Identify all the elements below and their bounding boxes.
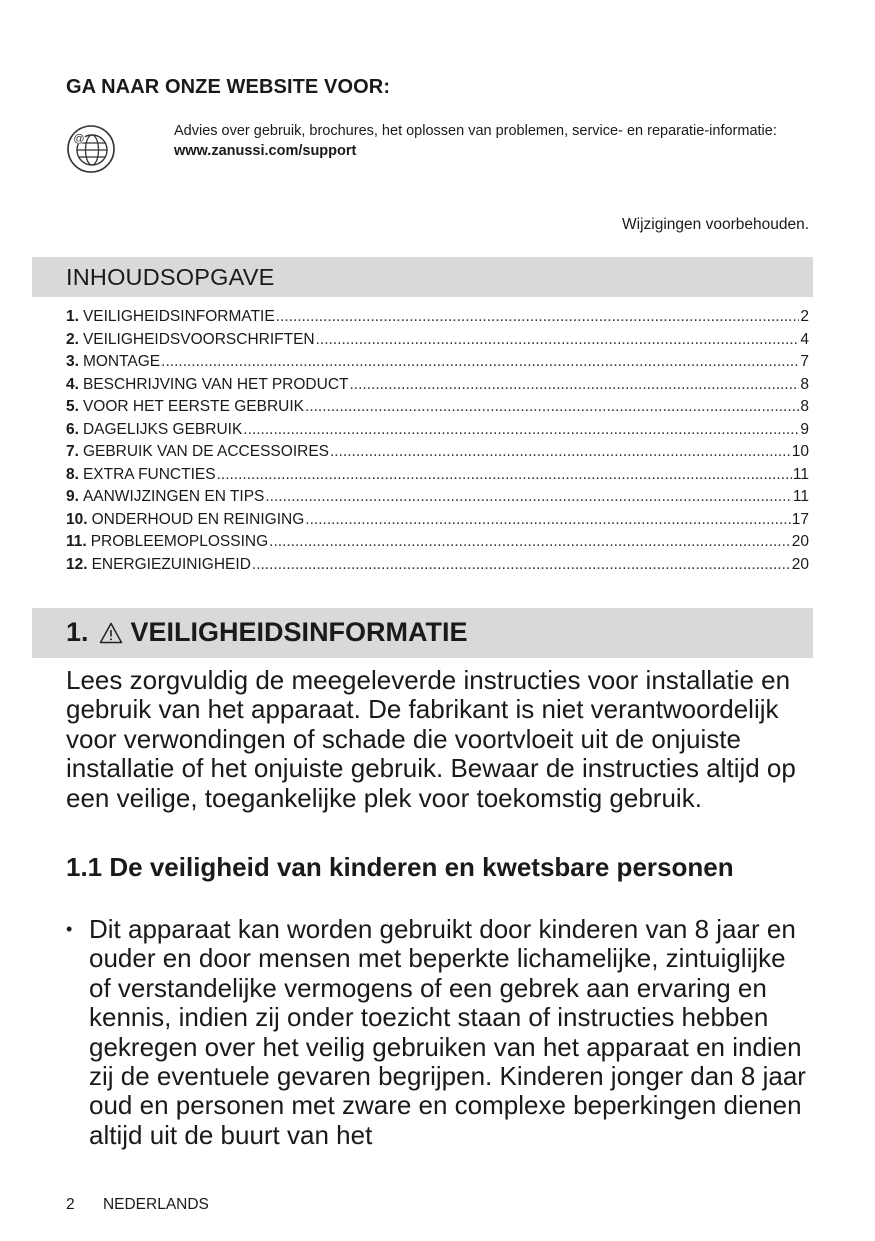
toc-header-bar (32, 257, 813, 297)
toc-leader-dots (243, 421, 799, 439)
toc-leader-dots (276, 308, 800, 326)
toc-item[interactable] (66, 331, 809, 354)
toc-item-page: 8 (800, 398, 809, 415)
toc-item-label: EXTRA FUNCTIES (82, 465, 216, 483)
toc-item-number: 4. (66, 375, 79, 393)
page-number: 2 (66, 1196, 75, 1213)
toc-item[interactable] (66, 398, 809, 421)
toc-item-number: 10. (66, 510, 88, 528)
toc-item-label: VEILIGHEIDSINFORMATIE (82, 308, 275, 325)
toc-item-page: 10 (791, 443, 809, 460)
toc-item-number: 12. (66, 555, 88, 573)
toc-item-number: 5. (66, 398, 79, 415)
toc-item-page: 20 (791, 555, 809, 573)
toc-item[interactable] (66, 421, 809, 444)
section-header-bar (32, 608, 813, 658)
toc-item[interactable] (66, 466, 809, 489)
toc-item[interactable] (66, 488, 809, 511)
toc-item-page: 4 (800, 330, 809, 348)
section-title (66, 617, 468, 648)
toc-leader-dots (305, 511, 790, 529)
toc-item-page: 9 (800, 420, 809, 438)
toc-item-page: 8 (800, 375, 809, 393)
toc-item-page: 20 (791, 533, 809, 550)
toc-item-page: 11 (792, 465, 809, 483)
svg-text:@: @ (73, 133, 85, 145)
toc-item-label: AANWIJZINGEN EN TIPS (82, 488, 265, 505)
advice-block (174, 121, 814, 161)
list-item (66, 915, 806, 1150)
toc-item[interactable] (66, 443, 809, 466)
bullet-list (66, 915, 806, 1150)
section-number: 1. (66, 617, 89, 647)
toc-item-label: PROBLEEMOPLOSSING (90, 533, 269, 550)
toc-item-page: 11 (792, 488, 809, 505)
toc-item[interactable] (66, 353, 809, 376)
toc-item-label: BESCHRIJVING VAN HET PRODUCT (82, 375, 349, 393)
toc-item-number: 8. (66, 465, 79, 483)
toc-leader-dots (161, 353, 799, 371)
toc-item-label: ENERGIEZUINIGHEID (91, 555, 251, 573)
toc-item-page: 7 (800, 353, 809, 370)
toc-item[interactable] (66, 511, 809, 534)
toc-item-number: 9. (66, 488, 79, 505)
toc-item-label: VOOR HET EERSTE GEBRUIK (82, 398, 305, 415)
toc-leader-dots (349, 376, 799, 394)
toc-leader-dots (265, 488, 792, 506)
bullet-marker: • (66, 919, 73, 939)
page-footer (66, 1196, 209, 1214)
bullet-text: Dit apparaat kan worden gebruikt door kinderen van 8 jaar en ouder en door mensen met beperkte lichamelijke, zintuiglijke of verstandelijke vermogens of een gebrek aan ervaring en kennis, indien zij onder toezicht staan of instructies hebben gekregen over het veilig gebruiken van het apparaat en indien zij de eventuele gevaren begrijpen. Kinderen jonger dan 8 jaar oud en personen met zware en complexe beperkingen dienen altijd uit de buurt van het (89, 914, 806, 1150)
toc-item-number: 3. (66, 353, 79, 370)
support-link[interactable]: www.zanussi.com/support (174, 143, 357, 159)
website-heading: GA NAAR ONZE WEBSITE VOOR: (66, 76, 391, 98)
toc-item-label: MONTAGE (82, 353, 161, 370)
toc-leader-dots (269, 533, 791, 551)
toc-item[interactable] (66, 376, 809, 399)
toc-item[interactable] (66, 556, 809, 579)
toc-leader-dots (330, 443, 791, 461)
toc-list (66, 308, 809, 578)
toc-item-number: 2. (66, 330, 79, 348)
changes-note: Wijzigingen voorbehouden. (622, 216, 809, 233)
toc-item-label: GEBRUIK VAN DE ACCESSOIRES (82, 443, 329, 460)
toc-title: INHOUDSOPGAVE (66, 264, 275, 290)
toc-item-label: VEILIGHEIDSVOORSCHRIFTEN (82, 330, 315, 348)
toc-item[interactable] (66, 533, 809, 556)
toc-leader-dots (217, 466, 792, 484)
toc-leader-dots (316, 331, 800, 349)
section-title-text: VEILIGHEIDSINFORMATIE (130, 617, 468, 647)
toc-item-number: 11. (66, 533, 87, 550)
toc-leader-dots (305, 398, 799, 416)
toc-item-page: 17 (791, 510, 809, 528)
advice-text: Advies over gebruik, brochures, het oplossen van problemen, service- en reparatie-informatie: (174, 123, 777, 139)
toc-item[interactable] (66, 308, 809, 331)
intro-paragraph: Lees zorgvuldig de meegeleverde instructies voor installatie en gebruik van het apparaat. De fabrikant is niet verantwoordelijk voor verwondingen of schade die voortvloeit uit de onjuiste installatie of het onjuiste gebruik. Bewaar de instructies altijd op een veilige, toegankelijke plek voor toekomstig gebruik. (66, 665, 796, 813)
globe-at-icon (66, 124, 116, 174)
toc-item-number: 6. (66, 420, 79, 438)
footer-language: NEDERLANDS (102, 1196, 209, 1213)
toc-item-number: 7. (66, 443, 79, 460)
toc-item-page: 2 (800, 308, 809, 325)
subsection-title: 1.1 De veiligheid van kinderen en kwetsbare personen (66, 852, 734, 882)
warning-triangle-icon (99, 622, 123, 644)
toc-item-label: DAGELIJKS GEBRUIK (82, 420, 243, 438)
toc-item-label: ONDERHOUD EN REINIGING (91, 510, 305, 528)
toc-item-number: 1. (66, 308, 79, 325)
toc-leader-dots (252, 556, 791, 574)
